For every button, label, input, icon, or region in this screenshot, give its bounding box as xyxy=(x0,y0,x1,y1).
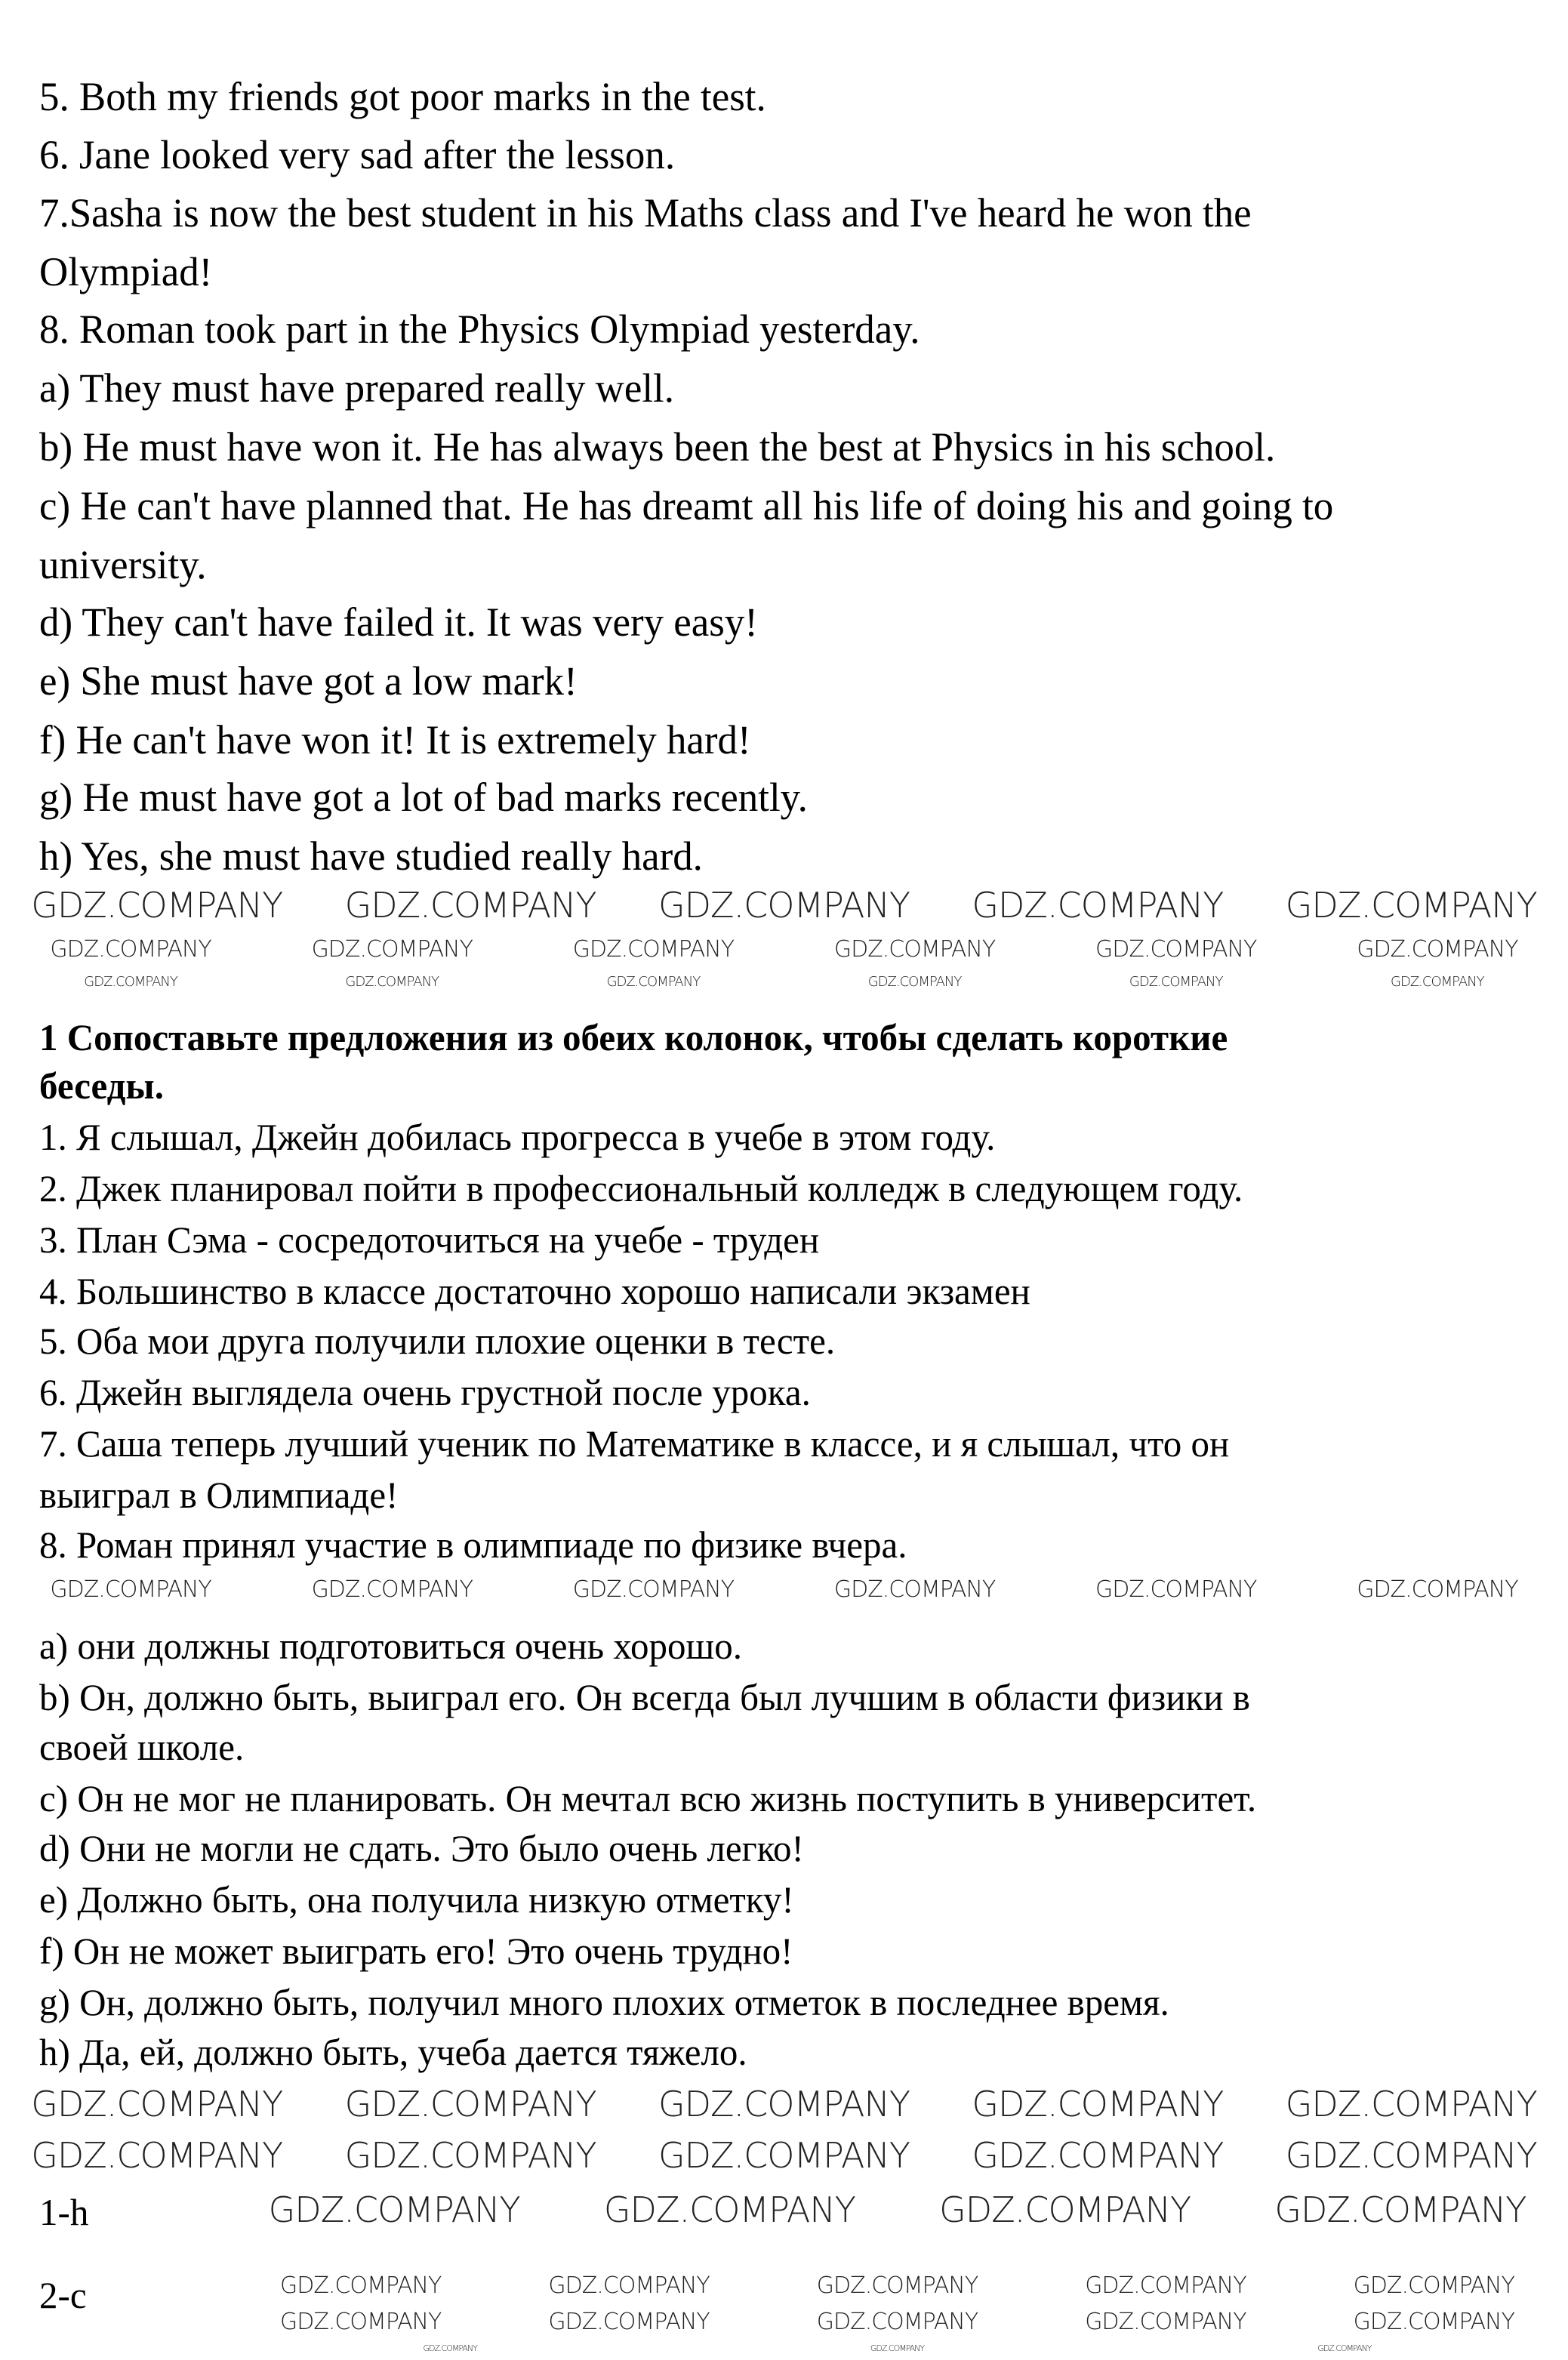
watermark: GDZ.COMPANY xyxy=(1129,974,1223,990)
watermark: GDZ.COMPANY xyxy=(311,936,473,963)
response-c: c) He can't have planned that. He has dreamt all his life of doing his and going to xyxy=(39,483,1334,528)
ru-response-c: c) Он не мог не планировать. Он мечтал всю жизнь поступить в университет. xyxy=(39,1777,1257,1819)
response-h: h) Yes, she must have studied really hard. xyxy=(39,833,703,879)
sentence-7-cont: Olympiad! xyxy=(39,249,213,294)
watermark: GDZ.COMPANY xyxy=(833,936,996,963)
watermark: GDZ.COMPANY xyxy=(816,2272,978,2299)
watermark-row xyxy=(226,2272,1568,2299)
watermark: GDZ.COMPANY xyxy=(1085,2309,1246,2335)
watermark: GDZ.COMPANY xyxy=(1285,885,1537,926)
ru-sentence-6: 6. Джейн выглядела очень грустной после урока. xyxy=(39,1371,811,1413)
watermark: GDZ.COMPANY xyxy=(972,2084,1224,2124)
watermark: GDZ.COMPANY xyxy=(268,2189,520,2230)
watermark: GDZ.COMPANY xyxy=(939,2189,1191,2230)
ru-sentence-2: 2. Джек планировал пойти в профессиональный колледж в следующем году. xyxy=(39,1167,1243,1209)
watermark: GDZ.COMPANY xyxy=(1357,936,1518,963)
watermark: GDZ.COMPANY xyxy=(1357,1576,1518,1603)
watermark-row xyxy=(0,2084,1568,2124)
watermark: GDZ.COMPANY xyxy=(1353,2309,1514,2335)
ru-sentence-1: 1. Я слышал, Джейн добилась прогресса в учебе в этом году. xyxy=(39,1116,996,1158)
ru-sentence-8: 8. Роман принял участие в олимпиаде по физике вчера. xyxy=(39,1524,907,1566)
watermark: GDZ.COMPANY xyxy=(31,2084,283,2124)
watermark: GDZ.COMPANY xyxy=(84,974,177,990)
ru-response-a: a) они должны подготовиться очень хорошо. xyxy=(39,1625,742,1667)
watermark: GDZ.COMPANY xyxy=(658,2135,910,2176)
watermark-row xyxy=(226,2309,1568,2335)
response-g: g) He must have got a lot of bad marks recently. xyxy=(39,775,808,820)
ru-sentence-4: 4. Большинство в классе достаточно хорошо написали экзамен xyxy=(39,1270,1030,1312)
watermark: GDZ.COMPANY xyxy=(280,2272,442,2299)
watermark-row xyxy=(0,2135,1568,2176)
watermark: GDZ.COMPANY xyxy=(870,2343,925,2353)
watermark: GDZ.COMPANY xyxy=(344,2084,596,2124)
task-heading: 1 Сопоставьте предложения из обеих колонок, чтобы сделать короткие xyxy=(39,1016,1228,1058)
watermark: GDZ.COMPANY xyxy=(658,2084,910,2124)
sentence-5: 5. Both my friends got poor marks in the test. xyxy=(39,74,766,119)
watermark: GDZ.COMPANY xyxy=(1274,2189,1526,2230)
watermark: GDZ.COMPANY xyxy=(658,885,910,926)
watermark-row xyxy=(226,2189,1568,2230)
watermark: GDZ.COMPANY xyxy=(345,974,439,990)
watermark: GDZ.COMPANY xyxy=(1285,2135,1537,2176)
answer-2: 2-c xyxy=(39,2274,87,2316)
watermark: GDZ.COMPANY xyxy=(972,885,1224,926)
watermark: GDZ.COMPANY xyxy=(572,1576,735,1603)
watermark: GDZ.COMPANY xyxy=(280,2309,442,2335)
watermark: GDZ.COMPANY xyxy=(1285,2084,1537,2124)
watermark: GDZ.COMPANY xyxy=(548,2309,710,2335)
watermark: GDZ.COMPANY xyxy=(572,936,735,963)
ru-response-d: d) Они не могли не сдать. Это было очень легко! xyxy=(39,1827,804,1869)
watermark: GDZ.COMPANY xyxy=(972,2135,1224,2176)
response-f: f) He can't have won it! It is extremely hard! xyxy=(39,717,751,763)
watermark-row xyxy=(226,2343,1568,2353)
ru-sentence-7: 7. Саша теперь лучший ученик по Математике в классе, и я слышал, что он xyxy=(39,1422,1230,1465)
watermark: GDZ.COMPANY xyxy=(1085,2272,1246,2299)
watermark-row xyxy=(0,885,1568,926)
sentence-7: 7.Sasha is now the best student in his Maths class and I've heard he won the xyxy=(39,190,1252,236)
watermark: GDZ.COMPANY xyxy=(1391,974,1484,990)
ru-sentence-3: 3. План Сэма - сосредоточиться на учебе - труден xyxy=(39,1219,820,1261)
watermark: GDZ.COMPANY xyxy=(31,885,283,926)
ru-response-e: e) Должно быть, она получила низкую отметку! xyxy=(39,1878,794,1921)
sentence-6: 6. Jane looked very sad after the lesson. xyxy=(39,132,676,177)
response-b: b) He must have won it. He has always been the best at Physics in his school. xyxy=(39,424,1276,470)
response-a: a) They must have prepared really well. xyxy=(39,365,674,411)
ru-response-b-cont: своей школе. xyxy=(39,1726,245,1768)
ru-sentence-7-cont: выиграл в Олимпиаде! xyxy=(39,1474,399,1516)
watermark: GDZ.COMPANY xyxy=(548,2272,710,2299)
ru-response-f: f) Он не может выиграть его! Это очень трудно! xyxy=(39,1930,793,1972)
response-e: e) She must have got a low mark! xyxy=(39,658,578,704)
task-heading-cont: беседы. xyxy=(39,1064,164,1107)
answer-1: 1-h xyxy=(39,2191,89,2233)
ru-sentence-5: 5. Оба мои друга получили плохие оценки в тесте. xyxy=(39,1320,836,1362)
watermark: GDZ.COMPANY xyxy=(344,2135,596,2176)
watermark: GDZ.COMPANY xyxy=(1317,2343,1372,2353)
ru-response-h: h) Да, ей, должно быть, учеба дается тяжело. xyxy=(39,2031,747,2073)
watermark-row xyxy=(0,936,1568,963)
watermark: GDZ.COMPANY xyxy=(1353,2272,1514,2299)
watermark: GDZ.COMPANY xyxy=(603,2189,855,2230)
watermark: GDZ.COMPANY xyxy=(311,1576,473,1603)
watermark: GDZ.COMPANY xyxy=(816,2309,978,2335)
watermark: GDZ.COMPANY xyxy=(1095,936,1257,963)
ru-response-g: g) Он, должно быть, получил много плохих отметок в последнее время. xyxy=(39,1981,1169,2023)
watermark-row xyxy=(0,1576,1568,1603)
watermark-row xyxy=(0,974,1568,991)
watermark: GDZ.COMPANY xyxy=(31,2135,283,2176)
watermark: GDZ.COMPANY xyxy=(867,974,962,990)
watermark: GDZ.COMPANY xyxy=(606,974,701,990)
response-c-cont: university. xyxy=(39,542,207,587)
watermark: GDZ.COMPANY xyxy=(1095,1576,1257,1603)
watermark: GDZ.COMPANY xyxy=(50,1576,211,1603)
sentence-8: 8. Roman took part in the Physics Olympiad yesterday. xyxy=(39,307,920,352)
watermark: GDZ.COMPANY xyxy=(344,885,596,926)
response-d: d) They can't have failed it. It was very easy! xyxy=(39,599,758,645)
watermark: GDZ.COMPANY xyxy=(423,2343,477,2353)
watermark: GDZ.COMPANY xyxy=(50,936,211,963)
ru-response-b: b) Он, должно быть, выиграл его. Он всегда был лучшим в области физики в xyxy=(39,1676,1250,1718)
watermark: GDZ.COMPANY xyxy=(833,1576,996,1603)
